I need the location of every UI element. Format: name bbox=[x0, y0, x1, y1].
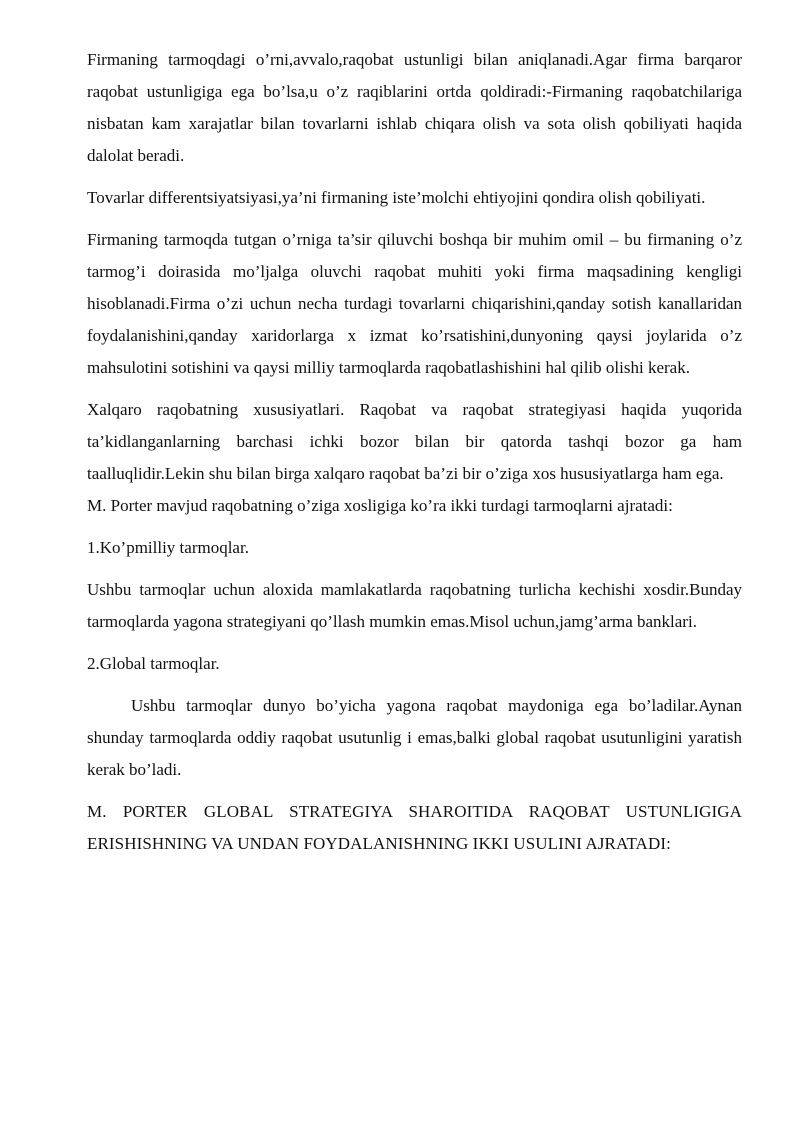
paragraph-international-competition: Xalqaro raqobatning xususiyatlari. Raqobat va raqobat strategiyasi haqida yuqorida ta’kidlanganlarning barchasi ichki bozor bilan bir qatorda tashqi bozor ga ham taalluqlidir.Lekin shu bilan birga xalqaro raqobat ba’zi bir o’ziga xos hususiyatlarga ham ega. bbox=[87, 400, 742, 483]
paragraph-firm-position: Firmaning tarmoqdagi o’rni,avvalo,raqobat ustunligi bilan aniqlanadi.Agar firma barqaror raqobat ustunligiga ega bo’lsa,u o’z raqiblarini ortda qoldiradi:-Firmaning raqobatchilariga nisbatan kam xarajatlar bilan tovarlarni ishlab chiqara olish va sota olish qobiliyati haqida dalolat beradi. bbox=[87, 50, 742, 165]
paragraph-differentiation: Tovarlar differentsiyatsiyasi,ya’ni firmaning iste’molchi ehtiyojini qondira olish qobiliyati. bbox=[87, 188, 706, 207]
paragraph-multidomestic-description: Ushbu tarmoqlar uchun aloxida mamlakatlarda raqobatning turlicha kechishi xosdir.Bunday tarmoqlarda yagona strategiyani qo’llash mumkin emas.Misol uchun,jamg’arma banklari. bbox=[87, 580, 742, 631]
paragraph-global-description: Ushbu tarmoqlar dunyo bo’yicha yagona raqobat maydoniga ega bo’ladilar.Aynan shunday tarmoqlarda oddiy raqobat usutunlig i emas,balki global raqobat usutunligini yaratish kerak bo’ladi. bbox=[87, 696, 742, 779]
document-page bbox=[87, 44, 742, 860]
heading-global-industries: 2.Global tarmoqlar. bbox=[87, 654, 220, 673]
paragraph-porter-global-strategy: M. PORTER GLOBAL STRATEGIYA SHAROITIDA RAQOBAT USTUNLIGIGA ERISHISHNING VA UNDAN FOYDALANISHNING IKKI USULINI AJRATADI: bbox=[87, 802, 742, 853]
heading-multidomestic-industries: 1.Ko’pmilliy tarmoqlar. bbox=[87, 538, 249, 557]
paragraph-competitive-scope: Firmaning tarmoqda tutgan o’rniga ta’sir qiluvchi boshqa bir muhim omil – bu firmaning o’z tarmog’i doirasida mo’ljalga oluvchi raqobat muhiti yoki firma maqsadining kengligi hisoblanadi.Firma o’zi uchun necha turdagi tovarlarni chiqarishini,qanday sotish kanallaridan foydalanishini,qanday xaridorlarga x izmat ko’rsatishini,dunyoning qaysi joylarida o’z mahsulotini sotishini va qaysi milliy tarmoqlarda raqobatlashishini hal qilib olishi kerak. bbox=[87, 230, 742, 377]
paragraph-porter-industries: M. Porter mavjud raqobatning o’ziga xosligiga ko’ra ikki turdagi tarmoqlarni ajratadi: bbox=[87, 496, 673, 515]
